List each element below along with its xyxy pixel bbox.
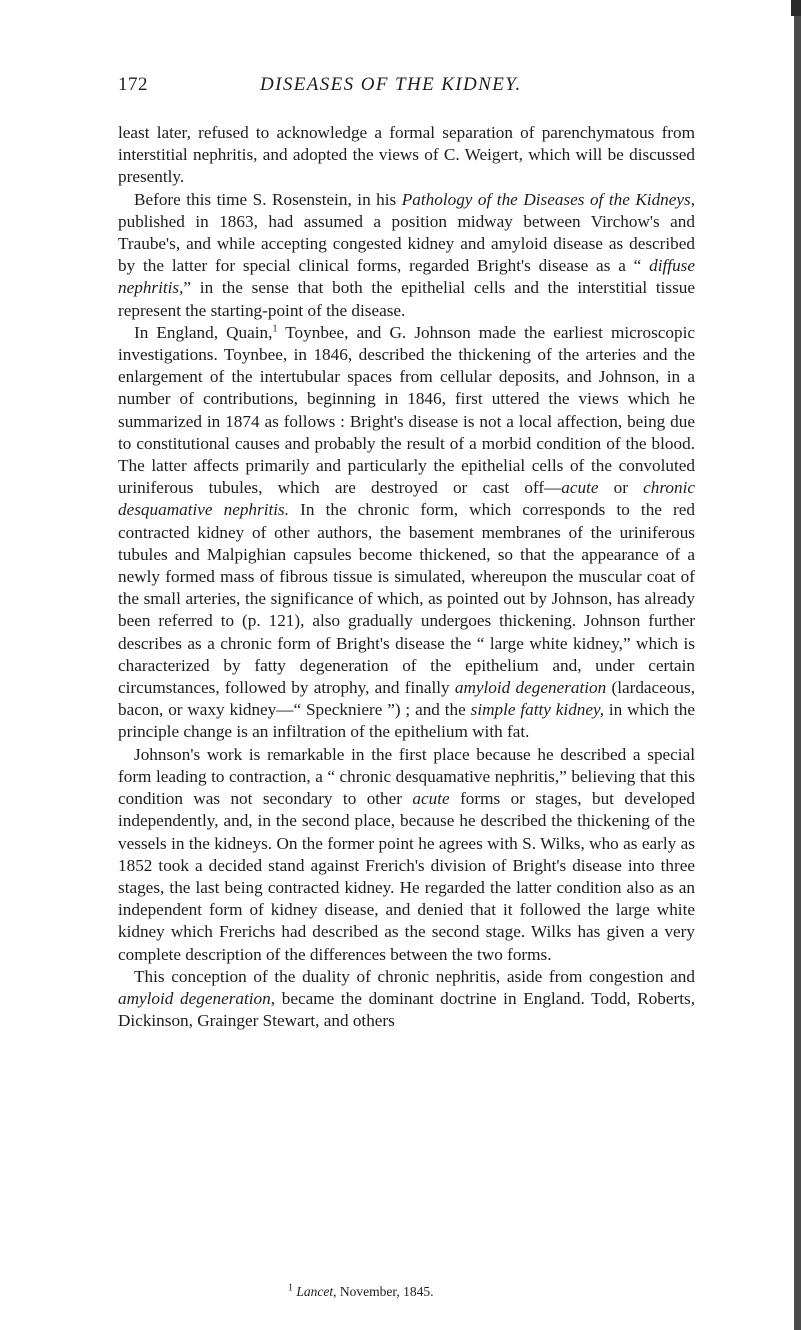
body-text [118, 122, 695, 1032]
paragraph: least later, refused to acknowledge a formal separation of parenchymatous from interstitial nephritis, and adopted the views of C. Weigert, which will be discussed presently. [118, 123, 695, 187]
page-number: 172 [118, 74, 148, 95]
page-edge-shadow [791, 0, 801, 16]
italic-phrase: acute [561, 478, 599, 498]
italic-phrase: acute [412, 789, 450, 809]
footnote-rest: , November, 1845. [333, 1284, 434, 1299]
italic-phrase: simple fatty kidney, [470, 700, 605, 720]
footnote-ref: 1 [272, 323, 278, 335]
page-edge-shadow [794, 16, 801, 1330]
italic-phrase: diffuse nephritis, [118, 256, 695, 298]
paragraph: In England, Quain,$^1$ Toynbee, and G. Johnson made the earliest microscopic investigations. Toynbee, in 1846, described the thickening of the arteries and the enlargement of the intertubular spaces from cellular deposits, and Johnson, in a number of contributions, beginning in 1846, first uttered the views which he summarized in 1874 as follows : Bright's disease is not a local affection, being due to constitutional causes and probably the result of a morbid condition of the blood. The latter affects primarily and particularly the epithelial cells of the convoluted uriniferous tubules, which are destroyed or cast off—acute or chronic desquamative nephritis. In the chronic form, which corresponds to the red contracted kidney of other authors, the basement membranes of the uriniferous tubules and Malpighian capsules become thickened, so that the appearance of a newly formed mass of fibrous tissue is simulated, whereupon the muscular coat of the small arteries, the significance of which, as pointed out by Johnson, has already been referred to (p. 121), also gradually undergoes thickening. Johnson further describes as a chronic form of Bright's disease the “ large white kidney,” which is characterized by fatty degeneration of the epithelium and, under certain circumstances, followed by atrophy, and finally amyloid degeneration (lardaceous, bacon, or waxy kidney—“ Speckniere ”) ; and the simple fatty kidney, in which the principle change is an infiltration of the epithelium with fat. [118, 322, 696, 742]
footnote-journal: Lancet [296, 1284, 334, 1299]
italic-phrase: chronic desquamative nephritis. [118, 478, 695, 520]
italic-phrase: amyloid degeneration [118, 988, 271, 1008]
paragraph: Johnson's work is remarkable in the first place because he described a special form leading to contraction, a “ chronic desquamative nephritis,” believing that this condition was not secondary to other acute forms or stages, but developed independently, and, in the second place, because he described the thickening of the vessels in the kidneys. On the former point he agrees with S. Wilks, who as early as 1852 took a decided stand against Frerich's division of Bright's disease into three stages, the last being contracted kidney. He regarded the latter condition also as an independent form of kidney disease, and denied that it followed the large white kidney which Frerichs had described as the second stage. Wilks has given a very complete description of the differences between the two forms. [118, 744, 695, 964]
footnote [288, 1284, 433, 1300]
running-header [118, 74, 693, 98]
paragraph: Before this time S. Rosenstein, in his Pathology of the Diseases of the Kidneys, published in 1863, had assumed a position midway between Virchow's and Traube's, and while accepting congested kidney and amyloid disease as described by the latter for special clinical forms, regarded Bright's disease as a “ diffuse nephritis,” in the sense that both the epithelial cells and the interstitial tissue represent the starting-point of the disease. [118, 189, 696, 320]
paragraph: This conception of the duality of chronic nephritis, aside from congestion and amyloid degeneration, became the dominant doctrine in England. Todd, Roberts, Dickinson, Grainger Stewart, and others [118, 966, 696, 1031]
italic-phrase: amyloid degeneration [454, 678, 607, 698]
running-title: DISEASES OF THE KIDNEY. [260, 74, 522, 95]
footnote-marker: 1 [288, 1282, 293, 1294]
italic-phrase: Pathology of the Diseases of the Kidneys [401, 189, 691, 209]
